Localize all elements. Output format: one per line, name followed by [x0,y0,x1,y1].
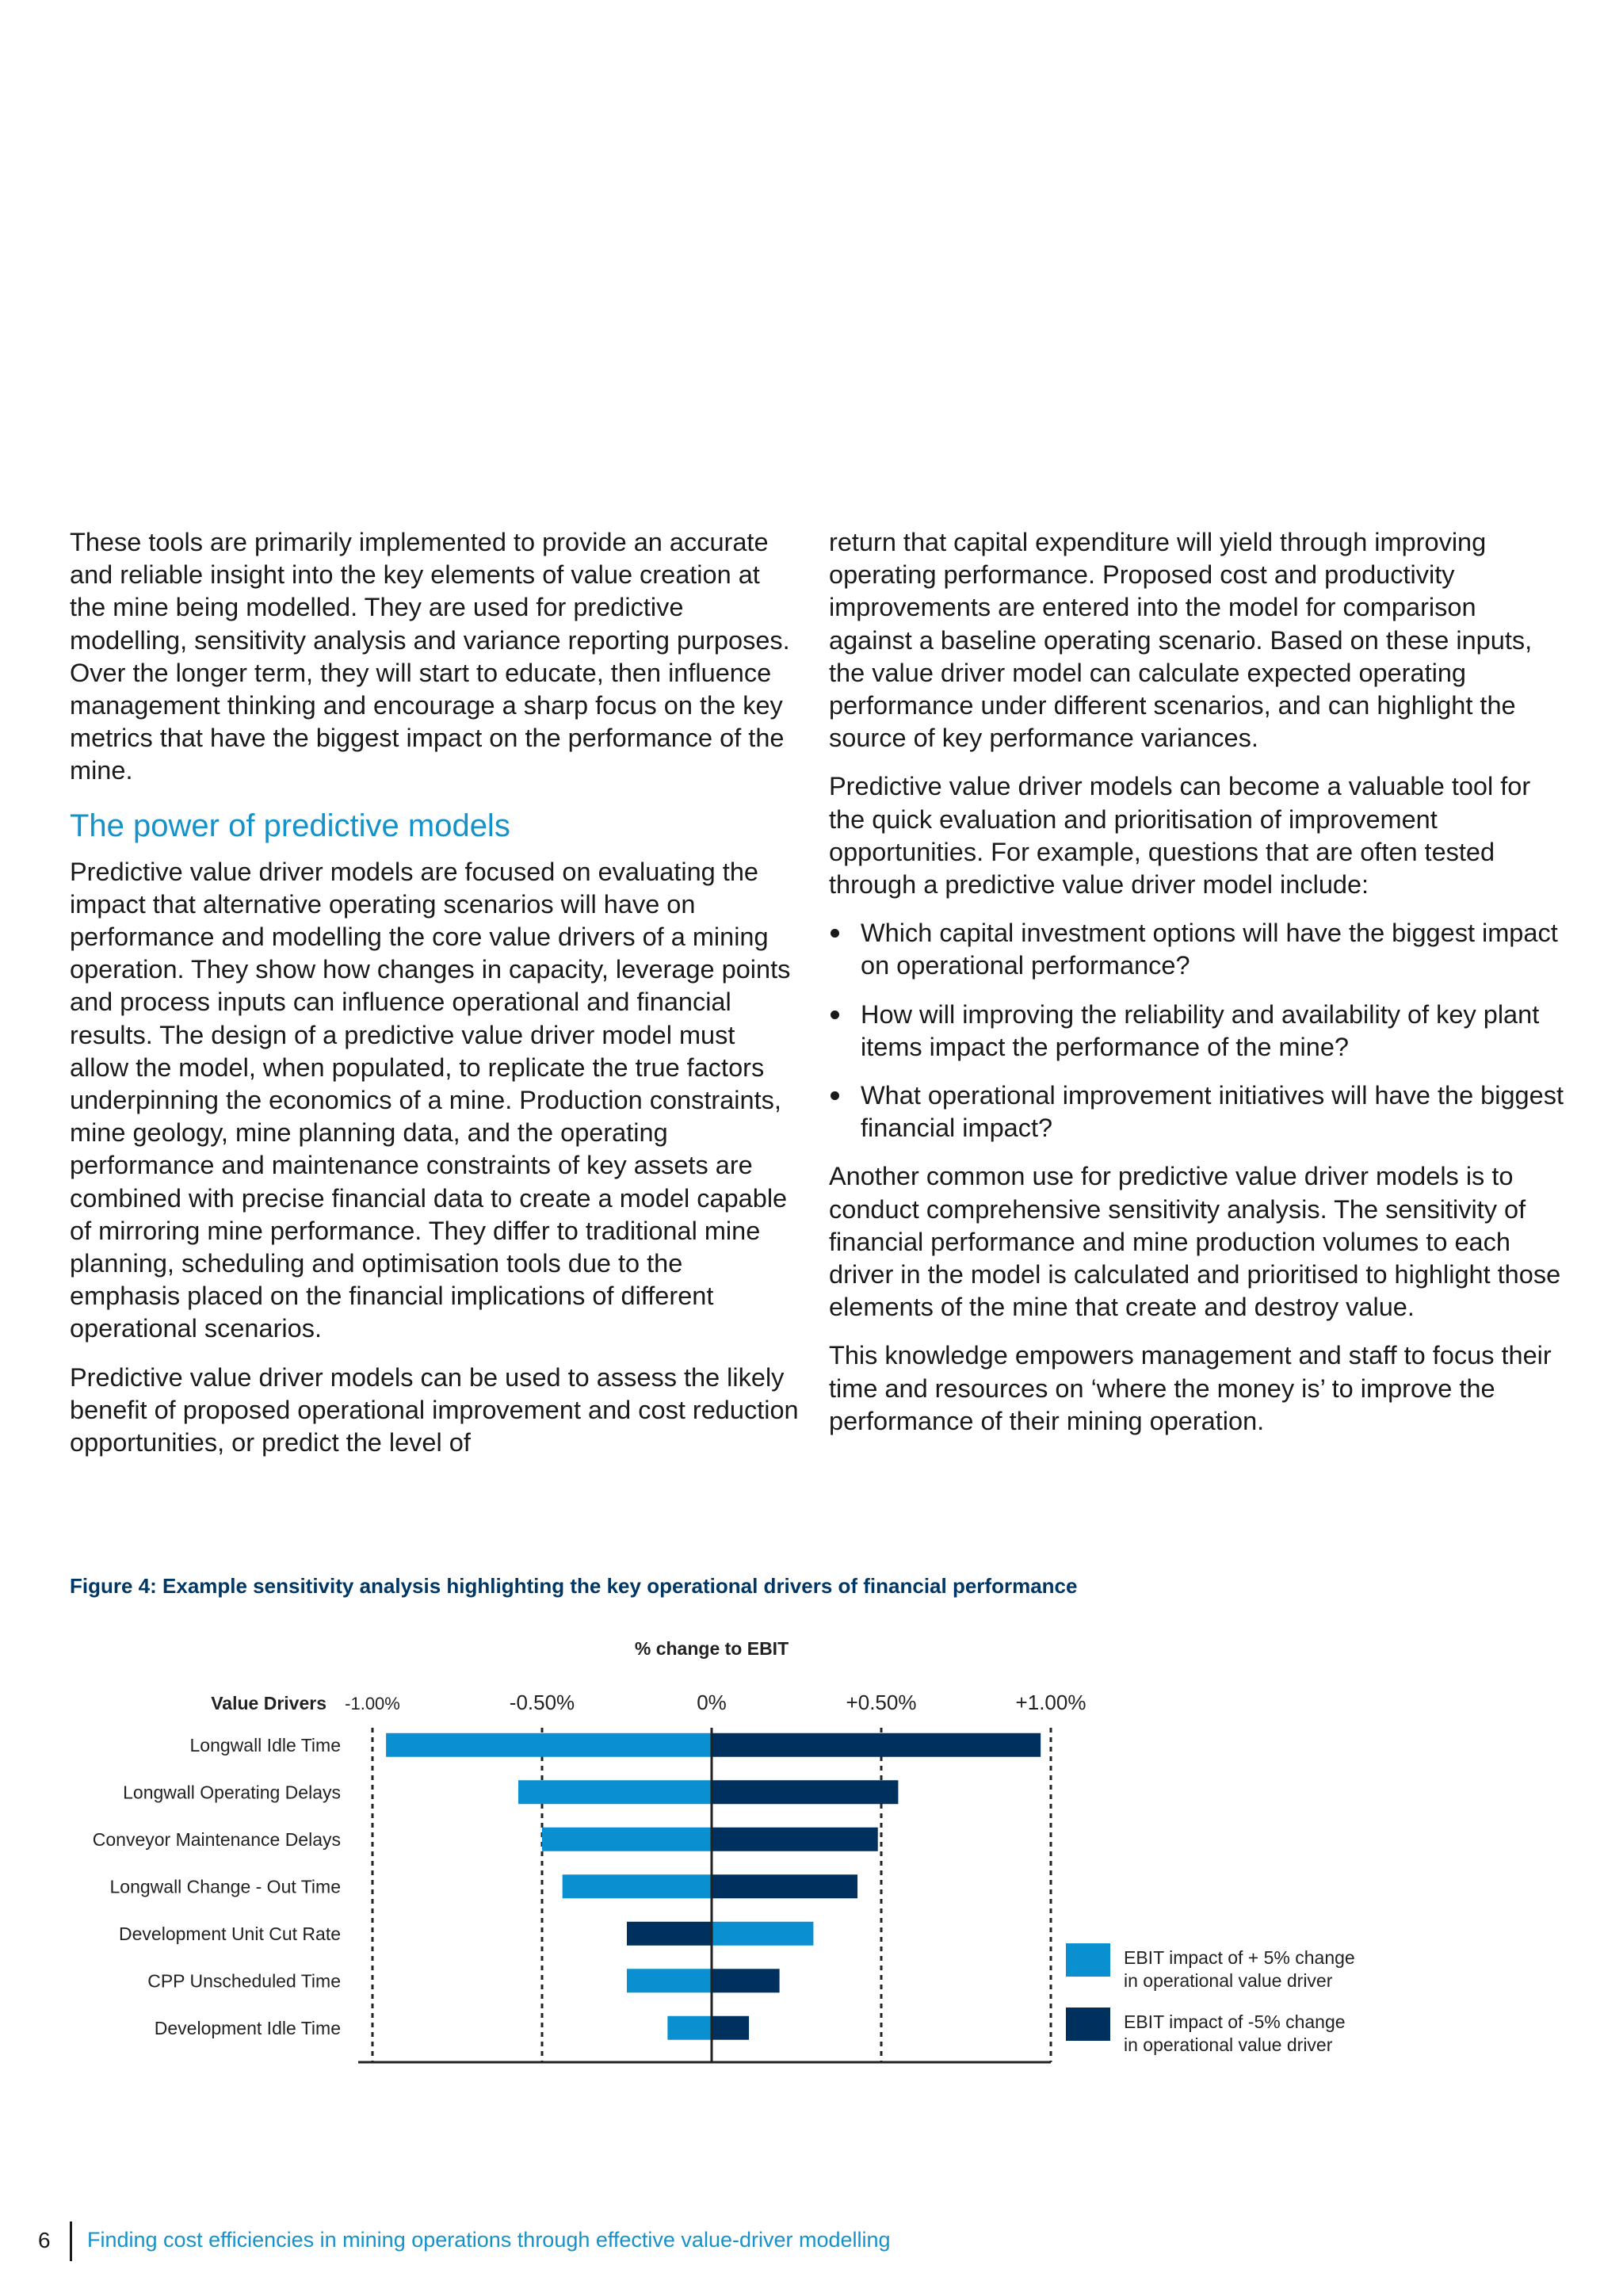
tick-label: 0% [697,1690,727,1714]
list-item: Which capital investment options will have the biggest impact on operational performance? [829,917,1566,982]
left-column [70,526,799,1475]
category-label: Conveyor Maintenance Delays [92,1828,341,1850]
category-label: Development Unit Cut Rate [119,1923,341,1944]
y-axis-header: Value Drivers [211,1693,327,1713]
body-paragraph: Another common use for predictive value driver models is to conduct comprehensive sensitivity analysis. The sensitivity of financial performance and mine production volumes to each driver in the model is calculated and prioritised to highlight those elements of the mine that create and destroy value. [829,1162,1561,1322]
section-heading: The power of predictive models [70,808,510,843]
category-label: Longwall Change - Out Time [109,1876,341,1897]
category-label: Development Idle Time [154,2017,341,2038]
bar [627,1922,712,1946]
footer-divider [70,2222,72,2261]
figure-caption: Figure 4: Example sensitivity analysis highlighting the key operational drivers of financial performance [70,1574,1078,1598]
category-label: CPP Unscheduled Time [147,1970,341,1992]
legend-label: EBIT impact of -5% change in operational value driver [1124,2011,1346,2055]
page-footer [0,2222,1623,2269]
bar [712,1733,1041,1757]
footer-title: Finding cost efficiencies in mining operations through effective value-driver modelling [87,2228,891,2252]
question-list [829,917,1566,1144]
legend-label: EBIT impact of + 5% change in operational value driver [1124,1947,1355,1991]
tick-label: -0.50% [509,1690,575,1714]
bar [627,1969,712,1992]
bar [542,1828,712,1851]
bar [712,1828,878,1851]
bar [712,2016,749,2040]
bar [667,2016,712,2040]
list-item: What operational improvement initiatives will have the biggest financial impact? [829,1079,1566,1144]
page-number: 6 [38,2228,51,2252]
intro-paragraph: These tools are primarily implemented to provide an accurate and reliable insight into the key elements of value creation at the mine being modelled. They are used for predictive modelling, sensitivity analysis and variance reporting purposes. Over the longer term, they will start to educate, then influence management thinking and encourage a sharp focus on the key metrics that have the biggest impact on the performance of the mine. [70,528,790,785]
body-paragraph: Predictive value driver models can be used to assess the likely benefit of proposed operational improvement and cost reduction opportunities, or predict the level of [70,1362,799,1457]
category-label: Longwall Operating Delays [123,1782,341,1803]
body-paragraph: Predictive value driver models are focused on evaluating the impact that alternative operating scenarios will have on performance and modelling the core value drivers of a mining operation. They show how changes in capacity, leverage points and process inputs can influence operational and financial results. The design of a predictive value driver model must allow the model, when populated, to replicate the true factors underpinning the economics of a mine. Production constraints, mine geology, mine planning data, and the operating performance and maintenance constraints of key assets are combined with precise financial data to create a model capable of mirroring mine performance. They differ to traditional mine planning, scheduling and optimisation tools due to the emphasis placed on the financial implications of different operational scenarios. [70,857,791,1343]
sensitivity-chart [0,1617,1623,2108]
tick-label: +1.00% [1015,1690,1086,1714]
body-paragraph: This knowledge empowers management and staff to focus their time and resources on ‘where the money is’ to improve the performance of their mining operation. [829,1341,1552,1435]
chart-title: % change to EBIT [634,1638,789,1659]
legend-swatch [1066,2008,1110,2041]
legend-swatch [1066,1943,1110,1977]
body-paragraph: return that capital expenditure will yield through improving operating performance. Proposed cost and productivity improvements are entered into the model for comparison against a baseline operating scenario. Based on these inputs, the value driver model can calculate expected operating performance under different scenarios, and can highlight the source of key performance variances. [829,528,1533,753]
bar [712,1780,898,1804]
right-column [829,526,1566,1454]
bar [712,1969,780,1992]
body-paragraph: Predictive value driver models can become a valuable tool for the quick evaluation and prioritisation of improvement opportunities. For example, questions that are often tested through a predictive value driver model include: [829,772,1531,900]
list-item: How will improving the reliability and availability of key plant items impact the performance of the mine? [829,999,1566,1064]
category-label: Longwall Idle Time [189,1734,341,1755]
bar [712,1874,857,1898]
bar [518,1780,712,1804]
bar [386,1733,712,1757]
bar [712,1922,813,1946]
tick-label: +0.50% [846,1690,917,1714]
bar [563,1874,712,1898]
tick-label: -1.00% [345,1694,400,1713]
